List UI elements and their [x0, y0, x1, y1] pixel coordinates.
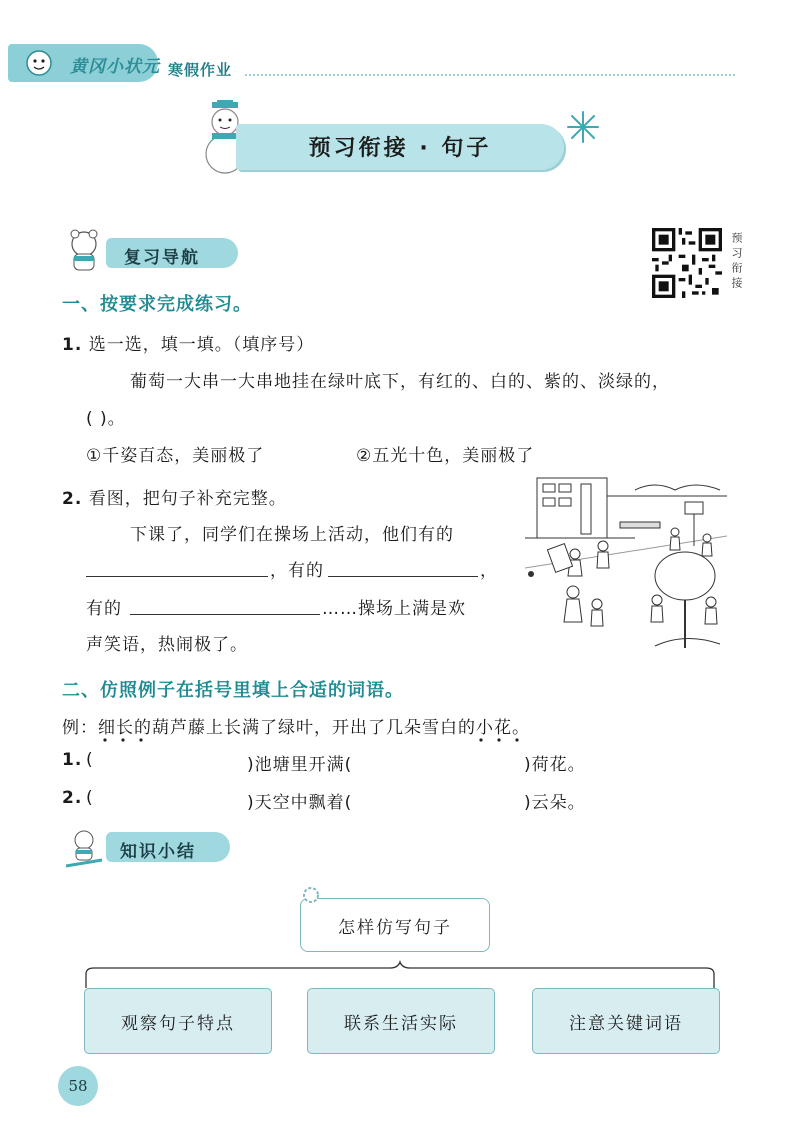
summary-main-text: 怎样仿写句子	[338, 917, 452, 938]
q2-blank-3[interactable]	[130, 614, 320, 615]
gear-decoration-icon	[296, 880, 326, 910]
header-subtitle: 寒假作业	[168, 61, 233, 79]
summary-item-3-text: 注意关键词语	[569, 1013, 683, 1034]
s2-q1-number: 1.	[62, 750, 83, 770]
summary-item-1-text: 观察句子特点	[121, 1013, 235, 1034]
summary-item-2-text: 联系生活实际	[344, 1013, 458, 1034]
q1-option-1: ①千姿百态，美丽极了	[86, 446, 265, 466]
skiing-mascot-icon	[62, 828, 106, 870]
q2-line-3: 声笑语，热闹极了。	[86, 635, 248, 655]
page-number	[58, 1066, 98, 1106]
summary-item-1	[84, 988, 272, 1054]
summary-item-2	[307, 988, 495, 1054]
q2-mid-1: ，有的	[270, 561, 324, 581]
s2-q1-end: )荷花。	[524, 755, 586, 775]
section-title-summary: 知识小结	[120, 842, 196, 862]
q1-answer-blank[interactable]: ( )。	[86, 409, 126, 429]
q2-prompt: 看图，把句子补充完整。	[88, 489, 287, 509]
summary-item-3	[532, 988, 720, 1054]
header-divider	[245, 74, 735, 76]
section-title-review: 复习导航	[124, 248, 200, 268]
q2-number: 2.	[62, 489, 83, 509]
q1-text: 葡萄一大串一大串地挂在绿叶底下，有红的、白的、紫的、淡绿的，	[130, 372, 670, 392]
s2-q2-open[interactable]: (	[86, 788, 94, 808]
qr-code	[652, 228, 722, 298]
summary-main-box	[300, 898, 490, 952]
s2-q1-open[interactable]: (	[86, 750, 94, 770]
page-title: 预习衔接 · 句子	[308, 136, 492, 161]
example-sentence: 例：细长的葫芦藤上长满了绿叶，开出了几朵雪白的小花。	[62, 718, 530, 738]
s2-q2-middle[interactable]: )天空中飘着(	[247, 793, 353, 813]
emphasis-dots	[95, 736, 615, 744]
q2-end-1: ，	[480, 561, 498, 581]
q1-number: 1.	[62, 335, 83, 355]
heading-part-one: 一、按要求完成练习。	[62, 294, 252, 315]
q2-start-2: 有的	[86, 599, 122, 619]
q2-blank-2[interactable]	[328, 576, 478, 577]
snowflake-icon	[566, 110, 600, 144]
q2-end-2: ……操场上满是欢	[322, 599, 466, 619]
q1-option-2: ②五光十色，美丽极了	[356, 446, 535, 466]
playground-illustration	[525, 476, 727, 658]
s2-q2-end: )云朵。	[524, 793, 586, 813]
heading-part-two: 二、仿照例子在括号里填上合适的词语。	[62, 680, 404, 701]
q1-prompt: 选一选，填一填。（填序号）	[88, 335, 315, 355]
s2-q1-middle[interactable]: )池塘里开满(	[247, 755, 353, 775]
bear-mascot-icon	[62, 226, 106, 274]
brand-logo: 黄冈小状元	[70, 57, 160, 77]
page-number-text: 58	[68, 1077, 88, 1095]
mindmap-bracket	[82, 960, 722, 990]
qr-label: 预习衔接	[730, 232, 743, 292]
s2-q2-number: 2.	[62, 788, 83, 808]
q2-line-1: 下课了，同学们在操场上活动，他们有的	[130, 525, 454, 545]
mascot-icon	[14, 46, 64, 80]
q2-blank-1[interactable]	[86, 576, 268, 577]
